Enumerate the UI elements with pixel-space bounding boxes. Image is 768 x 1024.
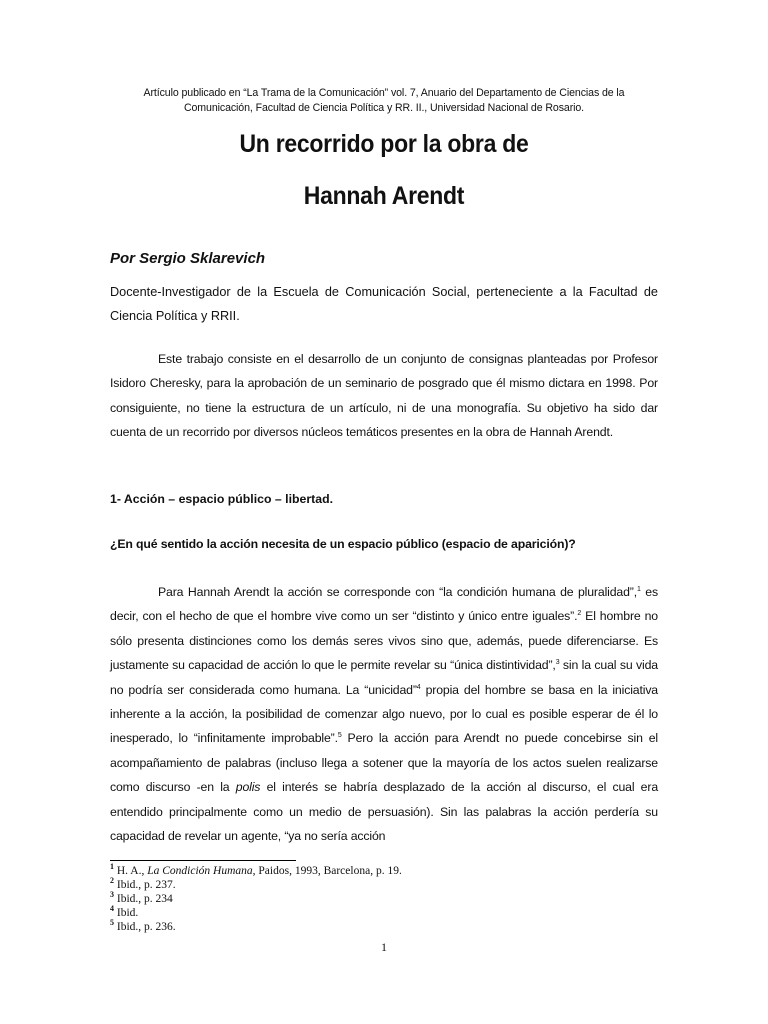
section-question: ¿En qué sentido la acción necesita de un espacio público (espacio de aparición)? (110, 537, 576, 551)
footnote-3 (110, 892, 402, 906)
body-text-3: El hombre no sólo presenta distinciones como los demás seres vivos sino que, además, puede diferenciarse. Es justamente su capacidad de acción lo que le permite revelar su “única distintividad”, (110, 609, 658, 673)
footnote-number: 3 (110, 890, 114, 900)
footnote-text: Ibid., p. 237. (114, 879, 176, 891)
publication-note: Artículo publicado en “La Trama de la Comunicación” vol. 7, Anuario del Departamento de Ciencias de la Comunicación, Facultad de Ciencia Política y RR. II., Universidad Nacional de Rosario. (143, 87, 625, 114)
title-line-1: Un recorrido por la obra de (239, 130, 529, 158)
footnote-book-title: La Condición Humana (147, 865, 253, 877)
intro-text: Este trabajo consiste en el desarrollo de un conjunto de consignas planteadas por Profesor Isidoro Cheresky, para la aprobación de un seminario de posgrado que él mismo dictara en 1998. Por consiguiente, no tiene la estructura de un artículo, ni de una monografía. Su objetivo ha sido dar cuenta de un recorrido por diversos núcleos temáticos presentes en la obra de Hannah Arendt. (110, 352, 658, 440)
title-line-2: Hannah Arendt (303, 182, 465, 210)
body-text-7: el interés se habría desplazado de la acción al discurso, el cual era entendido principalmente como un medio de persuasión). Sin las palabras la acción perdería su capacidad de revelar un agente, “ya no sería acción (110, 780, 659, 844)
body-text-5: propia del hombre se basa en la iniciativa inherente a la acción, la posibilidad de comenzar algo nuevo, por lo cual es posible esperar de él lo inesperado, lo “infinitamente improbable”. (110, 682, 659, 746)
author: Por Sergio Sklarevich (110, 250, 266, 267)
footnote-2 (110, 878, 402, 892)
footnote-text: H. A., (114, 865, 148, 877)
body-paragraph (110, 580, 658, 848)
footnote-text: Ibid., p. 234 (114, 893, 173, 905)
footnote-5 (110, 920, 402, 934)
footnote-text-end: , Paidos, 1993, Barcelona, p. 19. (252, 865, 402, 877)
footnote-ref-5[interactable]: 5 (337, 732, 342, 740)
author-affiliation: Docente-Investigador de la Escuela de Comunicación Social, perteneciente a la Facultad de Ciencia Política y RRII. (110, 285, 658, 323)
footnote-separator (110, 860, 296, 861)
footnote-1 (110, 864, 402, 878)
footnote-number: 1 (110, 862, 114, 872)
body-text-1: Para Hannah Arendt la acción se corresponde con “la condición humana de pluralidad”, (158, 585, 638, 599)
footnote-4 (110, 906, 402, 920)
body-text-6: Pero la acción para Arendt no puede concebirse sin el acompañamiento de palabras (incluso llega a sotener que la mayoría de los actos suelen realizarse como discurso -en la (110, 731, 659, 795)
footnote-ref-3[interactable]: 3 (555, 659, 560, 667)
footnote-ref-2[interactable]: 2 (577, 610, 582, 618)
page-number: 1 (381, 940, 387, 954)
footnote-text: Ibid. (114, 907, 139, 919)
section-heading: 1- Acción – espacio público – libertad. (110, 492, 333, 506)
footnote-number: 4 (110, 904, 114, 914)
intro-paragraph (110, 347, 658, 445)
footnote-ref-4[interactable]: 4 (416, 683, 421, 691)
body-text-4: sin la cual su vida no podría ser considerada como humana. La “unicidad” (110, 658, 658, 697)
footnote-number: 5 (110, 918, 114, 928)
body-text-2: es decir, con el hecho de que el hombre vive como un ser “distinto y único entre iguales”. (110, 585, 658, 624)
footnotes (110, 864, 402, 934)
footnote-number: 2 (110, 876, 114, 886)
footnote-text: Ibid., p. 236. (114, 921, 176, 933)
polis-term: polis (235, 780, 261, 795)
footnote-ref-1[interactable]: 1 (637, 585, 641, 593)
